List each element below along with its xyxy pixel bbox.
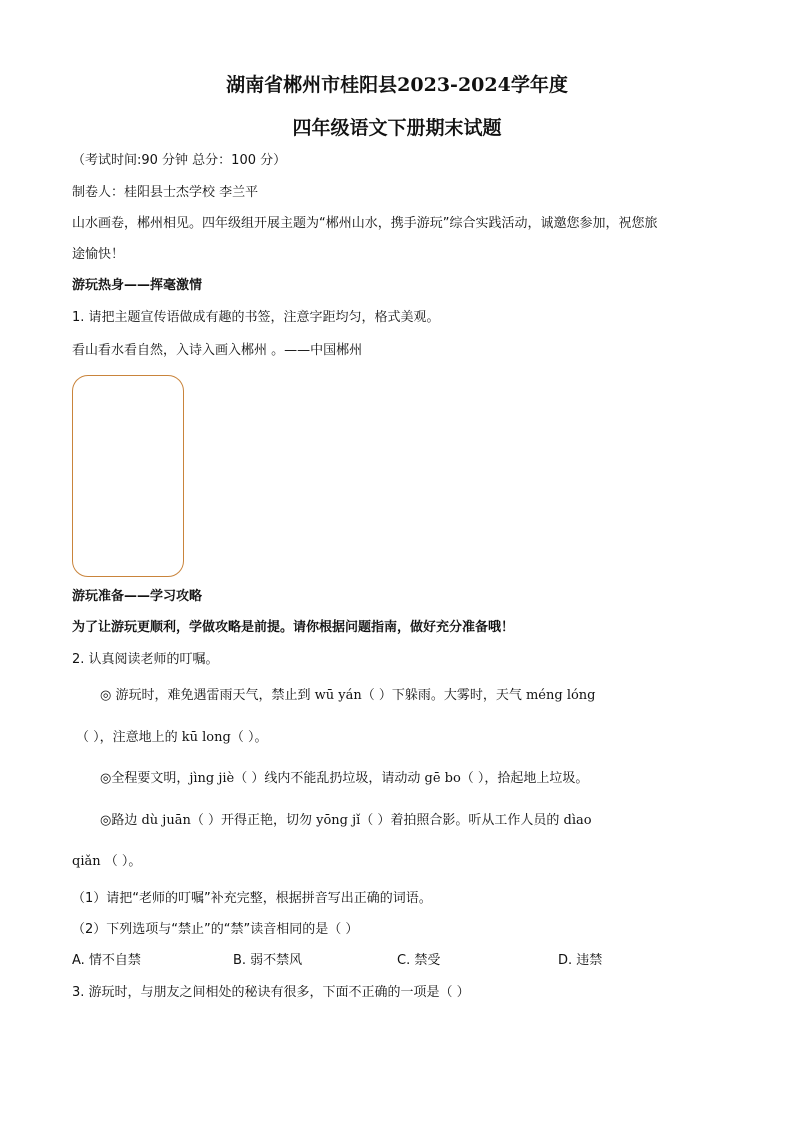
question-2-part-1: （1）请把“老师的叮嘱”补充完整，根据拼音写出正确的词语。: [72, 891, 432, 906]
section2-intro: 为了让游玩更顺利，学做攻略是前提。请你根据问题指南，做好充分准备哦！: [72, 620, 515, 635]
question-3: 3. 游玩时，与朋友之间相处的秘诀有很多，下面不正确的一项是（ ）: [72, 985, 470, 1000]
question-2: 2. 认真阅读老师的叮嘱。: [72, 652, 219, 667]
author-line: 制卷人：桂阳县士杰学校 李兰平: [72, 185, 259, 200]
document-title: 湖南省郴州市桂阳县2023-2024学年度: [226, 74, 568, 96]
bookmark-frame: [72, 375, 184, 577]
section1-heading: 游玩热身——挥毫激情: [72, 278, 203, 293]
question-2-part-2: （2）下列选项与“禁止”的“禁”读音相同的是（ ）: [72, 922, 359, 937]
option-b: B. 弱不禁风: [233, 953, 303, 968]
reminder-line-3: ◎全程要文明，jìng jiè（ ）线内不能乱扔垃圾，请动动 gē bo（ ），拾起地上垃圾。: [100, 771, 589, 786]
exam-info: （考试时间:90 分钟 总分：100 分）: [72, 153, 287, 168]
section2-heading: 游玩准备——学习攻略: [72, 589, 203, 604]
intro-line-1: 山水画卷，郴州相见。四年级组开展主题为“郴州山水，携手游玩”综合实践活动，诚邀您参加，祝您旅: [72, 216, 658, 231]
document-subtitle: 四年级语文下册期末试题: [292, 117, 502, 139]
option-d: D. 违禁: [558, 953, 603, 968]
question-1: 1. 请把主题宣传语做成有趣的书签，注意字距均匀，格式美观。: [72, 310, 440, 325]
question-1-slogan: 看山看水看自然，入诗入画入郴州 。——中国郴州: [72, 343, 363, 358]
option-a: A. 情不自禁: [72, 953, 141, 968]
intro-line-2: 途愉快！: [72, 247, 125, 262]
option-c: C. 禁受: [397, 953, 441, 968]
reminder-line-5: qiǎn （ ）。: [72, 854, 142, 869]
reminder-line-4: ◎路边 dù juān（ ）开得正艳，切勿 yōng jǐ（ ）着拍照合影。听从工作人员的 dìao: [100, 813, 592, 828]
reminder-line-2: （ ），注意地上的 kū long（ ）。: [76, 730, 268, 745]
reminder-line-1: ◎ 游玩时，难免遇雷雨天气，禁止到 wū yán（ ）下躲雨。大雾时，天气 méng lóng: [100, 688, 596, 703]
